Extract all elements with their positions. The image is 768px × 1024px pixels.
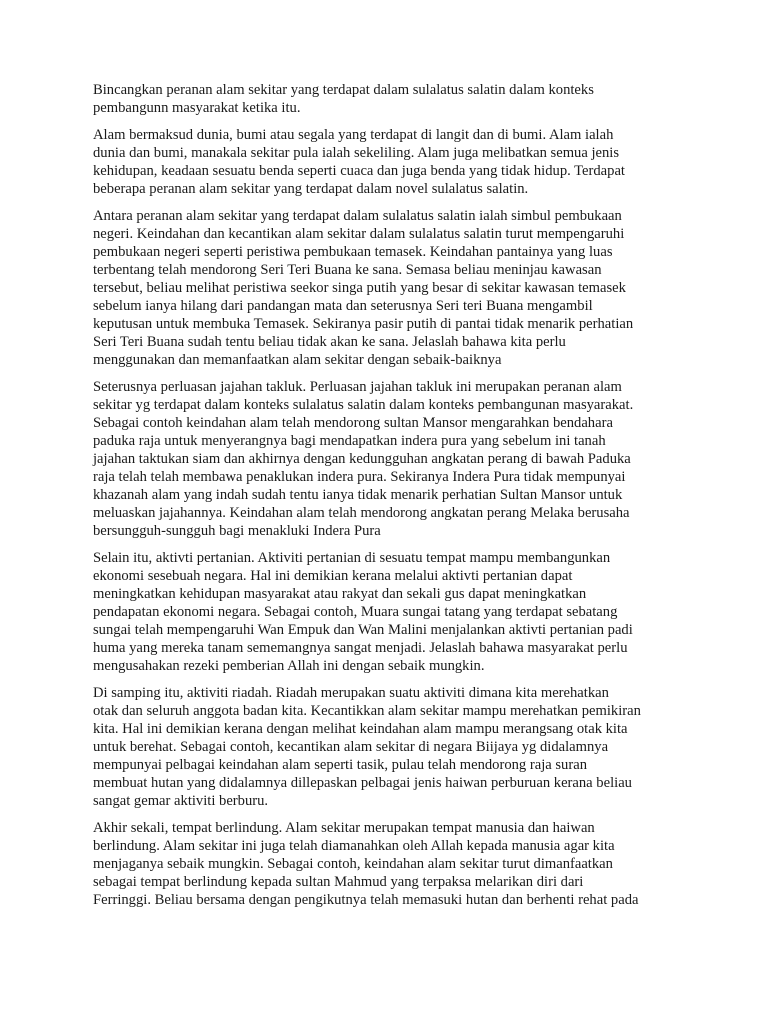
paragraph-introduction: Alam bermaksud dunia, bumi atau segala yang terdapat di langit dan di bumi. Alam ialah dunia dan bumi, manakala sekitar pula ialah sekeliling. Alam juga melibatkan semua jenis kehidupan, keadaan sesuatu benda seperti cuaca dan juga benda yang tidak hidup. Terdapat beberapa peranan alam sekitar yang terdapat dalam novel sulalatus salatin. bbox=[93, 127, 625, 197]
paragraph-agriculture: Selain itu, aktivti pertanian. Aktiviti pertanian di sesuatu tempat mampu membangunkan ekonomi sesebuah negara. Hal ini demikian kerana melalui aktivti pertanian dapat meningkatkan kehidupan masyarakat atau rakyat dan sekali gus dapat meningkatkan pendapatan ekonomi negara. Sebagai contoh, Muara sungai tatang yang terdapat sebatang sungai telah mempengaruhi Wan Empuk dan Wan Malini menjalankan aktivti pertanian padi huma yang mereka tanam sememangnya sangat menjadi. Jelaslah bahawa masyarakat perlu mengusahakan rezeki pemberian Allah ini dengan sebaik mungkin. bbox=[93, 550, 633, 674]
document-page bbox=[93, 81, 678, 918]
paragraph-opening-of-state: Antara peranan alam sekitar yang terdapat dalam sulalatus salatin ialah simbul pembukaan negeri. Keindahan dan kecantikan alam sekitar dalam sulalatus salatin turut mempengaruhi pembukaan negeri seperti peristiwa pembukaan temasek. Keindahan pantainya yang luas terbentang telah mendorong Seri Teri Buana ke sana. Semasa beliau meninjau kawasan tersebut, beliau melihat peristiwa seekor singa putih yang besar di sekitar kawasan temasek sebelum ianya hilang dari pandangan mata dan seterusnya Seri teri Buana mengambil keputusan untuk membuka Temasek. Sekiranya pasir putih di pantai tidak menarik perhatian Seri Teri Buana sudah tentu beliau tidak akan ke sana. Jelaslah bahawa kita perlu menggunakan dan memanfaatkan alam sekitar dengan sebaik-baiknya bbox=[93, 208, 634, 368]
paragraph-territorial-expansion: Seterusnya perluasan jajahan takluk. Perluasan jajahan takluk ini merupakan peranan alam sekitar yg terdapat dalam konteks sulalatus salatin dalam konteks pembangunan masyarakat. Sebagai contoh keindahan alam telah mendorong sultan Mansor mengarahkan bendahara paduka raja untuk menyerangnya bagi mendapatkan indera pura yang sebelum ini tanah jajahan taktukan siam dan akhirnya dengan kedungguhan angkatan perang di bawah Paduka raja telah telah membawa penaklukan indera pura. Sekiranya Indera Pura tidak mempunyai khazanah alam yang indah sudah tentu ianya tidak menarik perhatian Sultan Mansor untuk meluaskan jajahannya. Keindahan alam telah mendorong angkatan perang Melaka berusaha bersungguh-sungguh bagi menakluki Indera Pura bbox=[93, 379, 634, 539]
paragraph-shelter: Akhir sekali, tempat berlindung. Alam sekitar merupakan tempat manusia dan haiwan berlindung. Alam sekitar ini juga telah diamanahkan oleh Allah kepada manusia agar kita menjaganya sebaik mungkin. Sebagai contoh, keindahan alam sekitar turut dimanfaatkan sebagai tempat berlindung kepada sultan Mahmud yang terpaksa melarikan diri dari Ferringgi. Beliau bersama dengan pengikutnya telah memasuki hutan dan berhenti rehat pada bbox=[93, 820, 639, 908]
essay-question: Bincangkan peranan alam sekitar yang terdapat dalam sulalatus salatin dalam konteks pembangunn masyarakat ketika itu. bbox=[93, 82, 594, 116]
paragraph-recreation: Di samping itu, aktiviti riadah. Riadah merupakan suatu aktiviti dimana kita merehatkan otak dan seluruh anggota badan kita. Kecantikkan alam sekitar mampu merehatkan pemikiran kita. Hal ini demikian kerana dengan melihat keindahan alam mampu merangsang otak kita untuk berehat. Sebagai contoh, kecantikan alam sekitar di negara Biijaya yg didalamnya mempunyai pelbagai keindahan alam seperti tasik, pulau telah mendorong raja suran membuat hutan yang didalamnya dillepaskan pelbagai jenis haiwan perburuan kerana beliau sangat gemar aktiviti berburu. bbox=[93, 685, 641, 809]
